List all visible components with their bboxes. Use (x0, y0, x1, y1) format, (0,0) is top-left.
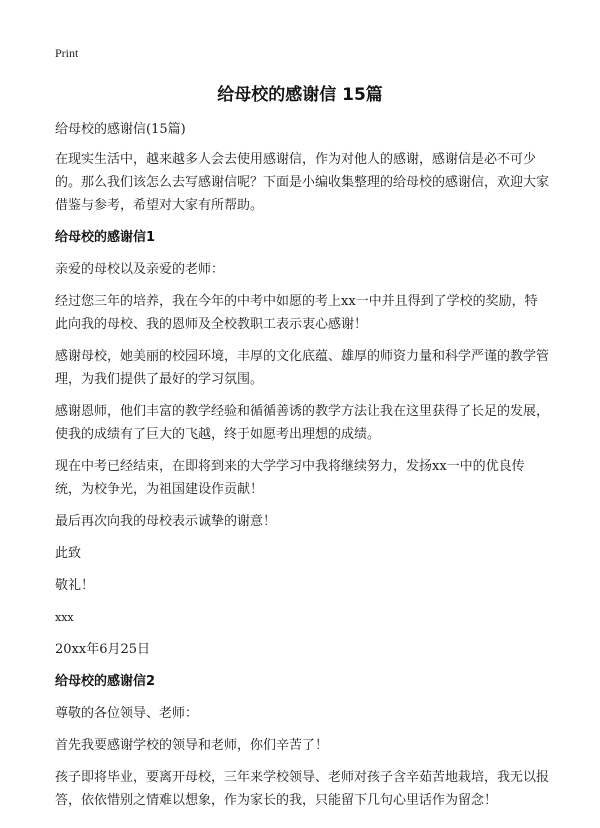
letter-1-signature: xxx (55, 611, 74, 624)
letter-1-salutation: 亲爱的母校以及亲爱的老师： (55, 262, 225, 277)
print-label: Print (55, 46, 79, 60)
letter-2-paragraph: 首先我要感谢学校的领导和老师，你们辛苦了！ (55, 738, 329, 753)
letter-2-heading: 给母校的感谢信2 (55, 674, 156, 689)
letter-1-closing: 此致 (55, 546, 82, 561)
letter-1-closing: 敬礼！ (55, 578, 95, 593)
letter-1-paragraph: 最后再次向我的母校表示诚挚的谢意！ (55, 514, 277, 529)
letter-1-paragraph: 经过您三年的培养，我在今年的中考中如愿的考上xx一中并且得到了学校的奖励，特此向我的母校、我的恩师及全校教职工表示衷心感谢！ (55, 294, 538, 332)
letter-2-salutation: 尊敬的各位领导、老师： (55, 706, 199, 721)
document-title: 给母校的感谢信 15篇 (217, 85, 383, 105)
letter-1-paragraph: 感谢恩师，他们丰富的教学经验和循循善诱的教学方法让我在这里获得了长足的发展，使我的成绩有了巨大的飞越，终于如愿考出理想的成绩。 (55, 404, 550, 442)
intro-paragraph: 在现实生活中，越来越多人会去使用感谢信，作为对他人的感谢，感谢信是必不可少的。那么我们该怎么去写感谢信呢？下面是小编收集整理的给母校的感谢信，欢迎大家借鉴与参考，希望对大家有所帮助。 (55, 152, 550, 213)
letter-1-heading: 给母校的感谢信1 (55, 230, 156, 245)
subtitle: 给母校的感谢信(15篇) (55, 122, 186, 137)
letter-1-paragraph: 现在中考已经结束，在即将到来的大学学习中我将继续努力，发扬xx一中的优良传统，为校争光，为祖国建设作贡献！ (55, 459, 525, 497)
letter-2-paragraph: 孩子即将毕业，要离开母校，三年来学校领导、老师对孩子含辛茹苦地栽培，我无以报答，依依惜别之情难以想象，作为家长的我，只能留下几句心里话作为留念！ (55, 770, 550, 808)
letter-1-date: 20xx年6月25日 (55, 642, 151, 657)
document-body (55, 118, 550, 812)
letter-1-paragraph: 感谢母校，她美丽的校园环境，丰厚的文化底蕴、雄厚的师资力量和科学严谨的教学管理，为我们提供了最好的学习氛围。 (55, 349, 550, 387)
